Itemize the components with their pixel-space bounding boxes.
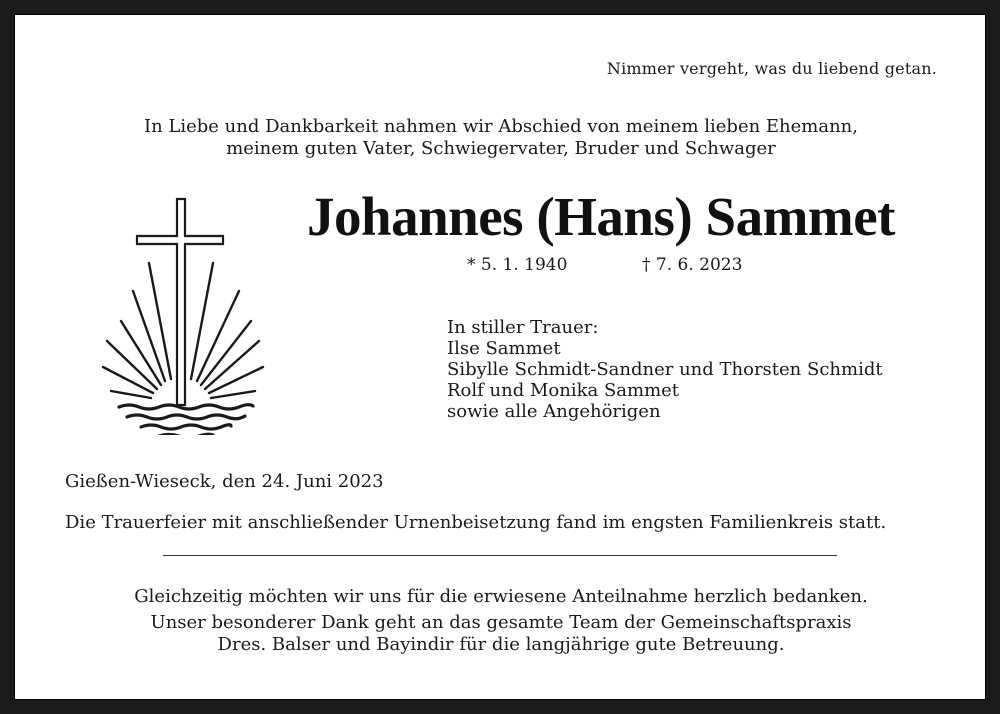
divider	[163, 555, 837, 556]
thanks-line-2: Unser besonderer Dank geht an das gesamte Team der Gemeinschaftspraxis	[150, 612, 852, 633]
cross-sun-emblem-icon	[99, 195, 269, 435]
intro-text	[15, 116, 987, 160]
mourner-name: Rolf und Monika Sammet	[447, 380, 680, 401]
mourner-name: Sibylle Schmidt-Sandner und Thorsten Schmidt	[447, 359, 883, 380]
motto: Nimmer vergeht, was du liebend getan.	[606, 59, 937, 78]
intro-line-1: In Liebe und Dankbarkeit nahmen wir Abschied von meinem lieben Ehemann,	[143, 116, 858, 137]
birth-date: * 5. 1. 1940	[467, 255, 568, 275]
ceremony-note: Die Trauerfeier mit anschließender Urnenbeisetzung fand im engsten Familienkreis statt.	[65, 512, 887, 533]
intro-line-2: meinem guten Vater, Schwiegervater, Bruder und Schwager	[226, 138, 776, 159]
thanks-line-3: Dres. Balser und Bayindir für die langjährige gute Betreuung.	[217, 634, 785, 655]
death-date: † 7. 6. 2023	[642, 255, 743, 275]
place-date: Gießen-Wieseck, den 24. Juni 2023	[65, 471, 384, 492]
obituary-card	[14, 14, 986, 700]
mourner-name: Ilse Sammet	[447, 338, 561, 359]
mourners-heading: In stiller Trauer:	[447, 317, 599, 338]
mourner-name: sowie alle Angehörigen	[447, 401, 661, 422]
thanks-text	[15, 586, 987, 656]
thanks-line-1: Gleichzeitig möchten wir uns für die erwiesene Anteilnahme herzlich bedanken.	[134, 586, 868, 607]
deceased-name: Johannes (Hans) Sammet	[307, 186, 895, 247]
mourners-block	[447, 317, 883, 422]
